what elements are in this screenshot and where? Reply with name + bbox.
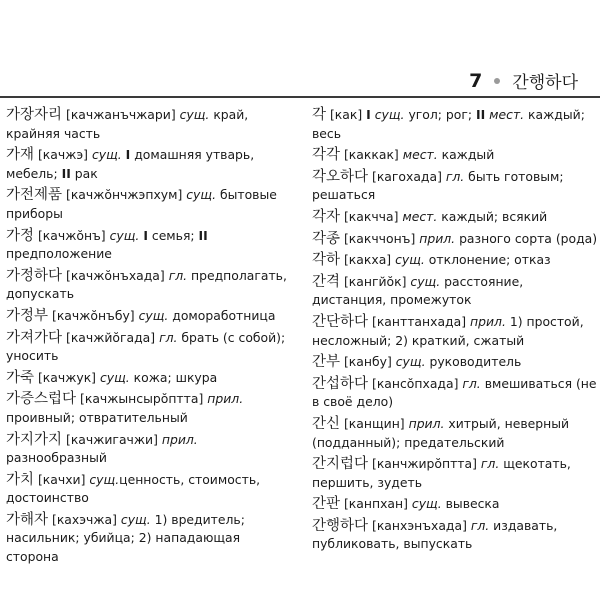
- entry-definition: каждый; всякий: [437, 208, 548, 224]
- page-header: [469, 68, 578, 93]
- dictionary-entry: [6, 186, 292, 223]
- part-of-speech: гл.: [168, 267, 188, 283]
- entry-transcription: [качжук]: [37, 369, 97, 385]
- sense-numeral: II: [198, 227, 208, 243]
- dictionary-entry: [6, 307, 292, 326]
- entry-transcription: [канхэнъхада]: [371, 517, 467, 533]
- entry-headword: 간부: [312, 354, 341, 371]
- sense-numeral: II: [61, 165, 71, 181]
- entry-headword: 가치: [6, 471, 35, 488]
- entry-definition: 1) вредитель; насильник; убийца; 2) нападающая сторона: [6, 511, 245, 565]
- entry-transcription: [качжигачжи]: [65, 431, 158, 447]
- dictionary-entry: [312, 208, 598, 227]
- entry-definition: бытовые приборы: [6, 187, 277, 221]
- part-of-speech: сущ.: [91, 147, 122, 163]
- entry-headword: 가정: [6, 227, 35, 244]
- dictionary-entry: [312, 273, 598, 310]
- entry-transcription: [как]: [329, 107, 363, 122]
- entry-definition: ценность, стоимость, достоинство: [6, 471, 261, 506]
- dictionary-entry: [312, 251, 598, 270]
- part-of-speech: мест.: [489, 107, 525, 122]
- entry-definition: предполагать, допускать: [6, 267, 287, 302]
- entry-definition: разнообразный: [6, 450, 107, 466]
- entry-transcription: [качжэ]: [37, 147, 88, 163]
- entry-transcription: [кагохада]: [371, 168, 442, 184]
- entry-definition: предположение: [6, 246, 112, 262]
- dictionary-entry: [6, 329, 292, 366]
- entry-headword: 가전제품: [6, 187, 63, 204]
- dictionary-entry: [312, 353, 598, 372]
- dictionary-entry: [312, 313, 598, 350]
- entry-definition: каждый; весь: [312, 107, 585, 141]
- entry-definition: руководитель: [425, 354, 522, 370]
- sense-numeral: I: [143, 227, 148, 243]
- dictionary-entry: [312, 146, 598, 165]
- entry-transcription: [качжŏнъ]: [37, 227, 106, 243]
- entry-headword: 간지럽다: [312, 456, 369, 473]
- entry-definition: край, крайняя часть: [6, 107, 249, 141]
- entry-definition: проивный; отвратительный: [6, 409, 188, 425]
- entry-headword: 각각: [312, 147, 341, 164]
- entry-transcription: [качхи]: [37, 471, 86, 487]
- part-of-speech: мест.: [402, 208, 438, 224]
- entry-definition: домашняя утварь, мебель;: [6, 147, 255, 181]
- dictionary-entry: [6, 146, 292, 183]
- entry-headword: 각자: [312, 208, 341, 225]
- sense-numeral: I: [125, 147, 131, 163]
- entry-transcription: [кангйŏк]: [343, 273, 407, 289]
- entry-definition: расстояние, дистанция, промежуток: [312, 273, 524, 308]
- entry-headword: 가지가지: [6, 431, 63, 448]
- entry-headword: 간행하다: [312, 517, 369, 534]
- entry-headword: 가정하다: [6, 267, 63, 284]
- dictionary-entry: [6, 390, 292, 427]
- entry-definition: рак: [70, 165, 98, 181]
- dictionary-entry: [312, 495, 598, 514]
- entry-transcription: [каккак]: [343, 147, 399, 163]
- entry-headword: 가장자리: [6, 107, 63, 123]
- left-column: [6, 106, 292, 570]
- part-of-speech: сущ.: [410, 273, 441, 289]
- sense-numeral: II: [475, 107, 486, 122]
- running-head: 간행하다: [512, 73, 578, 93]
- part-of-speech: сущ.: [109, 227, 140, 243]
- part-of-speech: сущ.: [186, 187, 217, 203]
- dictionary-entry: [6, 471, 292, 508]
- dictionary-entry: [312, 517, 598, 554]
- entry-headword: 가증스럽다: [6, 391, 77, 408]
- entry-definition: каждый: [437, 147, 495, 163]
- part-of-speech: гл.: [462, 375, 481, 391]
- part-of-speech: гл.: [480, 456, 500, 472]
- entry-transcription: [качжŏнъбу]: [51, 307, 135, 323]
- part-of-speech: гл.: [445, 168, 465, 184]
- entry-transcription: [канчжирŏптта]: [371, 456, 477, 472]
- entry-definition: семья;: [147, 227, 199, 243]
- entry-transcription: [качжйŏгада]: [65, 329, 156, 345]
- part-of-speech: сущ.: [138, 307, 169, 323]
- part-of-speech: гл.: [159, 329, 178, 345]
- entry-headword: 각종: [312, 230, 341, 247]
- part-of-speech: прил.: [419, 230, 456, 246]
- entry-definition: брать (с собой); уносить: [6, 329, 286, 364]
- part-of-speech: прил.: [161, 431, 198, 447]
- dictionary-entry: [6, 267, 292, 304]
- entry-definition: отклонение; отказ: [424, 252, 551, 268]
- entry-transcription: [качжŏнъхада]: [65, 267, 165, 283]
- part-of-speech: прил.: [470, 313, 506, 329]
- entry-transcription: [какччонъ]: [343, 230, 416, 246]
- entry-transcription: [канбу]: [343, 354, 392, 370]
- entry-transcription: [качжŏнчжэпхум]: [65, 187, 183, 203]
- entry-transcription: [канпхан]: [343, 496, 408, 512]
- entry-definition: кожа; шкура: [129, 369, 218, 385]
- part-of-speech: сущ.: [395, 354, 426, 370]
- entry-headword: 가정부: [6, 307, 49, 324]
- entry-headword: 각하: [312, 252, 341, 269]
- entry-transcription: [кахэчжа]: [51, 511, 117, 527]
- entry-definition: вмешиваться (не в своё дело): [312, 375, 597, 410]
- entry-transcription: [качжынсырŏптта]: [80, 391, 204, 407]
- entry-headword: 간섭하다: [312, 375, 369, 392]
- entry-definition: вывеска: [441, 496, 500, 512]
- entry-definition: издавать, публиковать, выпускать: [312, 517, 558, 552]
- entry-headword: 간단하다: [312, 313, 369, 330]
- dictionary-entry: [312, 230, 598, 249]
- dictionary-entry: [312, 106, 598, 143]
- sense-numeral: I: [366, 107, 371, 122]
- entry-headword: 가져가다: [6, 329, 63, 346]
- entry-definition: домоработница: [168, 307, 276, 323]
- entry-transcription: [канттанхада]: [371, 313, 467, 329]
- dictionary-entry: [312, 415, 598, 452]
- part-of-speech: мест.: [402, 147, 438, 163]
- part-of-speech: сущ.: [120, 511, 151, 527]
- entry-definition: угол; рог;: [404, 107, 476, 122]
- entry-transcription: [кансŏпхада]: [371, 375, 459, 391]
- entry-definition: быть готовым; решаться: [312, 168, 564, 203]
- dictionary-entry: [6, 227, 292, 264]
- entry-headword: 가재: [6, 147, 35, 164]
- entry-transcription: [канщин]: [343, 415, 405, 431]
- dictionary-entry: [6, 369, 292, 388]
- part-of-speech: сущ.: [395, 252, 425, 268]
- part-of-speech: сущ.: [89, 471, 120, 487]
- entry-headword: 간신: [312, 415, 341, 432]
- part-of-speech: прил.: [207, 391, 244, 407]
- entry-definition: 1) простой, несложный; 2) краткий, сжатый: [312, 313, 584, 348]
- dictionary-entry: [6, 431, 292, 468]
- part-of-speech: сущ.: [179, 107, 210, 122]
- part-of-speech: сущ.: [374, 107, 405, 122]
- entry-headword: 가해자: [6, 511, 49, 528]
- part-of-speech: гл.: [470, 517, 490, 533]
- dictionary-entry: [6, 106, 292, 143]
- entry-transcription: [какчча]: [343, 208, 399, 224]
- entry-transcription: [качжанъчжари]: [65, 107, 176, 122]
- part-of-speech: прил.: [408, 415, 445, 431]
- dictionary-entry: [6, 511, 292, 567]
- part-of-speech: сущ.: [411, 496, 442, 512]
- entry-transcription: [какха]: [343, 252, 392, 268]
- page-number: 7: [469, 69, 483, 92]
- dictionary-entry: [312, 375, 598, 412]
- part-of-speech: сущ.: [99, 369, 130, 385]
- entry-headword: 간판: [312, 496, 341, 513]
- bullet-icon: [494, 78, 500, 84]
- header-rule: [0, 96, 600, 98]
- entry-definition: щекотать, першить, зудеть: [312, 456, 571, 490]
- entry-headword: 각오하다: [312, 168, 369, 185]
- dictionary-entry: [312, 455, 598, 492]
- entry-headword: 각: [312, 107, 327, 123]
- entry-definition: разного сорта (рода): [455, 230, 598, 246]
- dictionary-entry: [312, 168, 598, 205]
- entry-headword: 가죽: [6, 369, 35, 386]
- right-column: [312, 106, 598, 557]
- entry-headword: 간격: [312, 273, 341, 290]
- entry-definition: хитрый, неверный (подданный); предательский: [312, 415, 570, 450]
